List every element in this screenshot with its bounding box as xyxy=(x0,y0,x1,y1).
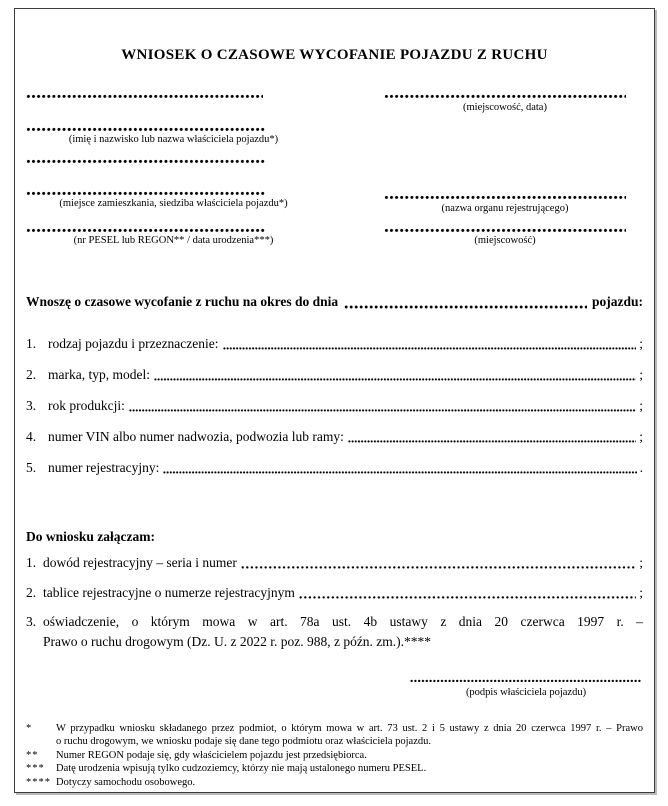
item-terminator: ; xyxy=(639,336,643,351)
footnote-1 xyxy=(26,723,643,749)
footnote-1-line-2: o ruchu drogowym, we wniosku podaje się dane tego podmiotu oraz właściciela pojazdu. xyxy=(56,735,431,747)
footnote-2 xyxy=(26,750,643,763)
item-label: rodzaj pojazdu i przeznaczenie: xyxy=(48,336,219,351)
item-number: 3. xyxy=(26,398,37,413)
item-terminator: ; xyxy=(639,367,643,382)
footnote-4 xyxy=(26,777,643,790)
item-number: 5. xyxy=(26,460,37,475)
place-date-blank-line xyxy=(384,94,626,99)
attachments-list xyxy=(26,554,643,652)
attachment-item-plates xyxy=(26,584,643,601)
header-fields-section xyxy=(26,87,643,253)
vehicle-details-list xyxy=(26,335,643,476)
authority-place-blank-line xyxy=(384,228,626,233)
item-label: numer VIN albo numer nadwozia, podwozia lub ramy: xyxy=(48,429,344,444)
attachment-item-registration-card xyxy=(26,554,643,571)
declaration-text xyxy=(43,612,643,652)
declaration-text-line-2: Prawo o ruchu drogowym (Dz. U. z 2022 r. poz. 988, z późn. zm.).**** xyxy=(43,634,432,649)
item-label: dowód rejestracyjny – seria i numer xyxy=(43,555,237,570)
owner-address-blank-line-2 xyxy=(26,191,265,196)
vehicle-type-blank-line xyxy=(223,347,637,350)
item-label: rok produkcji: xyxy=(48,398,125,413)
owner-name-blank-line-1 xyxy=(26,94,263,99)
signature-blank-line xyxy=(410,679,642,683)
list-item-production-year xyxy=(26,397,643,414)
declaration-text-line-1: oświadczenie, o którym mowa w art. 78a ust. 4b ustawy z dnia 20 czerwca 1997 r. – xyxy=(43,614,643,629)
registration-number-blank-line xyxy=(163,471,636,474)
item-terminator: . xyxy=(639,460,643,475)
authority-place-label: (miejscowość) xyxy=(474,235,536,246)
item-label: numer rejestracyjny: xyxy=(48,460,160,475)
vin-blank-line xyxy=(348,440,636,443)
item-terminator: ; xyxy=(639,398,643,413)
footnote-text: Numer REGON podaje się, gdy właścicielem pojazdu jest przedsiębiorca. xyxy=(56,749,367,761)
request-heading-suffix: pojazdu: xyxy=(591,294,643,309)
footnote-text xyxy=(56,723,643,749)
production-year-blank-line xyxy=(129,409,636,412)
request-heading-prefix: Wnoszę o czasowe wycofanie z ruchu na okres do dnia xyxy=(26,294,339,309)
place-date-label: (miejscowość, data) xyxy=(463,102,547,113)
attachment-item-declaration xyxy=(26,612,643,652)
item-label: tablice rejestracyjne o numerze rejestracyjnym xyxy=(43,585,295,600)
footnote-text: Dotyczy samochodu osobowego. xyxy=(56,777,196,789)
item-number: 3. xyxy=(26,614,37,629)
pesel-regon-blank-line xyxy=(26,228,265,233)
item-number: 2. xyxy=(26,585,37,600)
plates-number-blank-line xyxy=(299,596,636,599)
footnote-marker: **** xyxy=(26,777,51,789)
item-number: 4. xyxy=(26,429,37,444)
form-page xyxy=(14,8,655,793)
attachments-heading: Do wniosku załączam: xyxy=(26,529,155,544)
item-terminator: ; xyxy=(639,555,643,570)
signature-block xyxy=(410,679,642,699)
item-label: marka, typ, model: xyxy=(48,367,150,382)
list-item-vehicle-type xyxy=(26,335,643,352)
list-item-make-model xyxy=(26,366,643,383)
registration-authority-blank-line xyxy=(384,195,626,200)
request-heading xyxy=(26,292,643,311)
item-number: 1. xyxy=(26,336,37,351)
item-number: 2. xyxy=(26,367,37,382)
pesel-regon-label: (nr PESEL lub REGON** / data urodzenia***) xyxy=(73,235,274,246)
owner-name-label: (imię i nazwisko lub nazwa właściciela pojazdu*) xyxy=(68,134,279,145)
owner-address-label: (miejsce zamieszkania, siedziba właściciela pojazdu*) xyxy=(59,198,288,209)
form-title: WNIOSEK O CZASOWE WYCOFANIE POJAZDU Z RUCHU xyxy=(121,47,548,63)
item-terminator: ; xyxy=(639,585,643,600)
registration-authority-label: (nazwa organu rejestrującego) xyxy=(441,203,569,214)
list-item-registration-number xyxy=(26,459,643,476)
request-date-blank-line xyxy=(344,305,587,309)
footnote-marker: * xyxy=(26,723,33,734)
footnote-text: Datę urodzenia wpisują tylko cudzoziemcy, którzy nie mają ustalonego numeru PESEL. xyxy=(56,763,427,775)
footnote-1-line-1: W przypadku wniosku składanego przez podmiot, o którym mowa w art. 73 ust. 2 i 5 ustawy z dnia 20 czerwca 1997 r. – Prawo xyxy=(56,723,643,734)
footnote-3 xyxy=(26,763,643,776)
footnotes-section xyxy=(26,723,643,790)
item-number: 1. xyxy=(26,555,37,570)
make-model-blank-line xyxy=(154,378,636,381)
owner-address-blank-line-1 xyxy=(26,159,265,164)
signature-label: (podpis właściciela pojazdu) xyxy=(465,687,587,698)
owner-name-blank-line-2 xyxy=(26,127,265,132)
list-item-vin xyxy=(26,428,643,445)
registration-card-blank-line xyxy=(241,566,636,569)
footnote-marker: ** xyxy=(26,749,39,761)
item-terminator: ; xyxy=(639,429,643,444)
footnote-marker: *** xyxy=(26,763,45,775)
